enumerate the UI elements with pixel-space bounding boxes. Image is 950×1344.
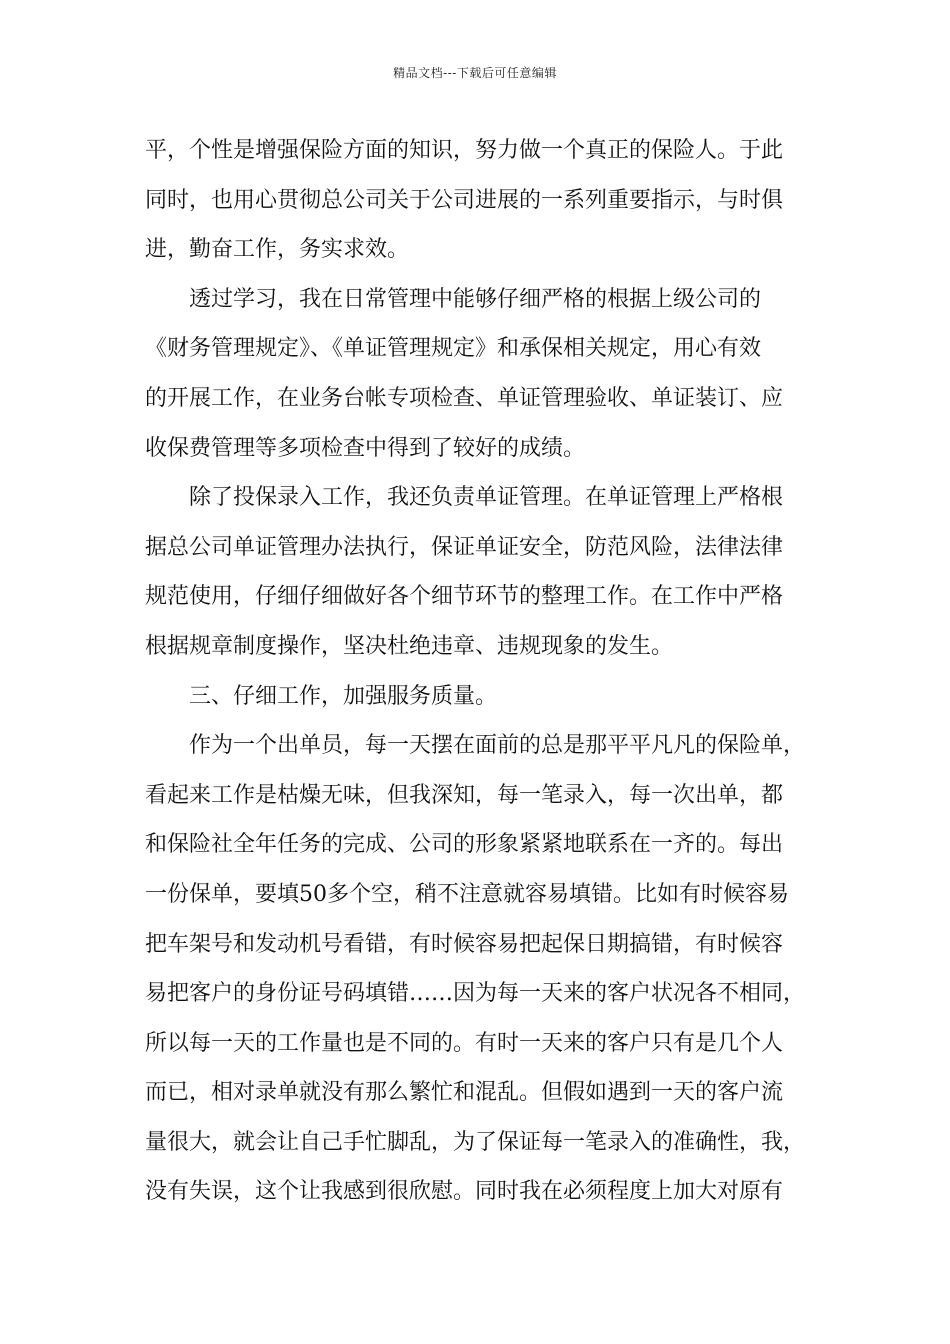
text-line: 量很大，就会让自己手忙脚乱，为了保证每一笔录入的准确性，我， xyxy=(145,1129,806,1155)
text-line: 根据规章制度操作，坚决杜绝违章、违规现象的发生。 xyxy=(145,633,674,659)
text-line: 同时，也用心贯彻总公司关于公司进展的一系列重要指示，与时俱 xyxy=(145,187,784,213)
paragraph-first-line: 透过学习，我在日常管理中能够仔细严格的根据上级公司的 xyxy=(189,286,762,312)
text-line: 一份保单，要填50多个空，稍不注意就容易填错。比如有时候容易 xyxy=(145,881,789,907)
document-body xyxy=(145,126,815,1217)
text-line: 规范使用，仔细仔细做好各个细节环节的整理工作。在工作中严格 xyxy=(145,584,784,610)
text-line: 和保险社全年任务的完成、公司的形象紧紧地联系在一齐的。每出 xyxy=(145,832,784,858)
text-line: 没有失误，这个让我感到很欣慰。同时我在必须程度上加大对原有 xyxy=(145,1179,784,1205)
text-line: 易把客户的身份证号码填错……因为每一天来的客户状况各不相同， xyxy=(145,981,806,1007)
text-line: 而已，相对录单就没有那么繁忙和混乱。但假如遇到一天的客户流 xyxy=(145,1080,784,1106)
text-line: 看起来工作是枯燥无味，但我深知，每一笔录入，每一次出单，都 xyxy=(145,782,784,808)
text-line: 把车架号和发动机号看错，有时候容易把起保日期搞错，有时候容 xyxy=(145,931,784,957)
text-line: 平，个性是增强保险方面的知识，努力做一个真正的保险人。于此 xyxy=(145,138,784,163)
text-line: 的开展工作，在业务台帐专项检查、单证管理验收、单证装订、应 xyxy=(145,385,784,411)
paragraph-first-line: 除了投保录入工作，我还负责单证管理。在单证管理上严格根 xyxy=(189,485,784,511)
section-heading: 三、仔细工作，加强服务质量。 xyxy=(189,683,498,709)
text-line: 进，勤奋工作，务实求效。 xyxy=(145,237,410,263)
paragraph-first-line: 作为一个出单员，每一天摆在面前的总是那平平凡凡的保险单， xyxy=(189,733,806,759)
text-line: 所以每一天的工作量也是不同的。有时一天来的客户只有是几个人 xyxy=(145,1030,784,1056)
page-header: 精品文档---下载后可任意编辑 xyxy=(393,66,557,80)
text-line: 据总公司单证管理办法执行，保证单证安全，防范风险，法律法律 xyxy=(145,534,784,560)
text-line: 《财务管理规定》、《单证管理规定》和承保相关规定，用心有效 xyxy=(145,336,762,362)
text-line: 收保费管理等多项检查中得到了较好的成绩。 xyxy=(145,435,586,461)
